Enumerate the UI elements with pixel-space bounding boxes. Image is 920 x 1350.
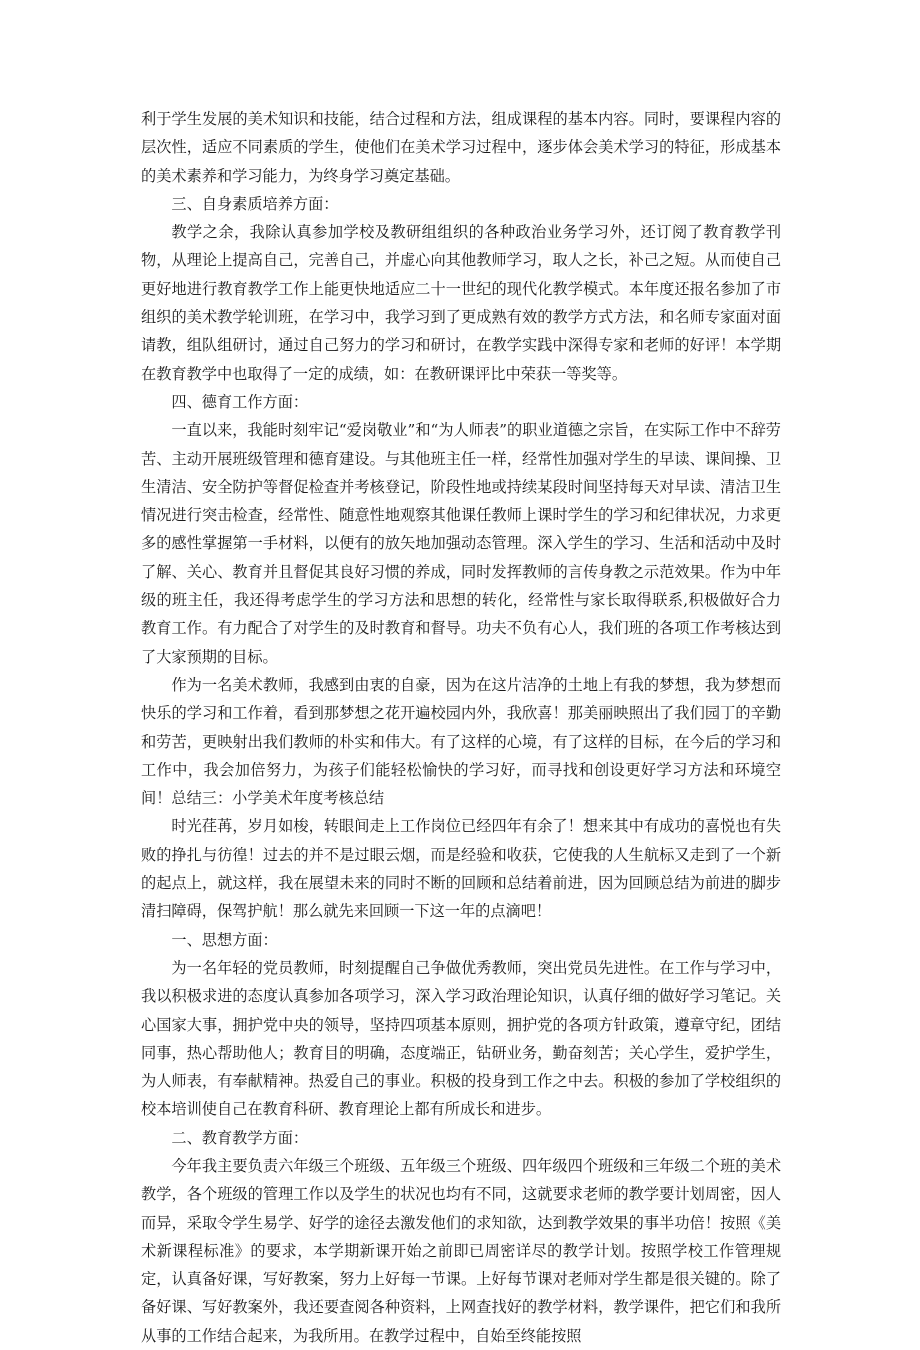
paragraph-moral-education: 一直以来，我能时刻牢记“爱岗敬业”和“为人师表”的职业道德之宗旨，在实际工作中不辞劳苦、主动开展班级管理和德育建设。与其他班主任一样，经常性加强对学生的早读、课间操、卫生清洁、安全防护等督促检查并考核登记，阶段性地或持续某段时间坚持每天对早读、清洁卫生情况进行突击检查，经常性、随意性地观察其他课任教师上课时学生的学习和纪律状况，力求更多的感性掌握第一手材料，以便有的放矢地加强动态管理。深入学生的学习、生活和活动中及时了解、关心、教育并且督促其良好习惯的养成，同时发挥教师的言传身教之示范效果。作为中年级的班主任，我还得考虑学生的学习方法和思想的转化，经常性与家长取得联系,积极做好合力教育工作。有力配合了对学生的及时教育和督导。功夫不负有心人，我们班的各项工作考核达到了大家预期的目标。 [141,421,781,666]
section-heading-teaching: 二、教育教学方面： [171,1128,309,1147]
paragraph-self-quality: 教学之余，我除认真参加学校及教研组组织的各种政治业务学习外，还订阅了教育教学刊物，从理论上提高自己，完善自己，并虚心向其他教师学习，取人之长，补己之短。从而使自己更好地进行教育教学工作上能更快地适应二十一世纪的现代化教学模式。本年度还报名参加了市组织的美术教学轮训班，在学习中，我学习到了更成熟有效的教学方式方法，和名师专家面对面请教，组队组研讨，通过自己努力的学习和研讨，在教学实践中深得专家和老师的好评！本学期在教育教学中也取得了一定的成绩，如：在教研课评比中荣获一等奖等。 [141,223,781,383]
paragraph-art-teacher: 作为一名美术教师，我感到由衷的自豪，因为在这片洁净的土地上有我的梦想，我为梦想而快乐的学习和工作着，看到那梦想之花开遍校园内外，我欣喜！那美丽映照出了我们园丁的辛勤和劳苦，更映射出我们教师的朴实和伟大。有了这样的心境，有了这样的目标，在今后的学习和工作中，我会加倍努力，为孩子们能轻松愉快的学习好，而寻找和创设更好学习方法和环境空间！总结三：小学美术年度考核总结 [141,675,781,808]
paragraph-review-intro: 时光荏苒，岁月如梭，转眼间走上工作岗位已经四年有余了！想来其中有成功的喜悦也有失败的挣扎与彷徨！过去的并不是过眼云烟，而是经验和收获，它使我的人生航标又走到了一个新的起点上，就这样，我在展望未来的同时不断的回顾和总结着前进，因为回顾总结为前进的脚步清扫障碍，保驾护航！那么就先来回顾一下这一年的点滴吧！ [141,817,781,921]
paragraph-ideology: 为一名年轻的党员教师，时刻提醒自己争做优秀教师，突出党员先进性。在工作与学习中，我以积极求进的态度认真参加各项学习，深入学习政治理论知识，认真仔细的做好学习笔记。关心国家大事，拥护党中央的领导，坚持四项基本原则，拥护党的各项方针政策，遵章守纪，团结同事，热心帮助他人；教育目的明确，态度端正，钻研业务，勤奋刻苦；关心学生，爱护学生，为人师表，有奉献精神。热爱自己的事业。积极的投身到工作之中去。积极的参加了学校组织的校本培训使自己在教育科研、教育理论上都有所成长和进步。 [141,958,781,1119]
paragraph-teaching: 今年我主要负责六年级三个班级、五年级三个班级、四年级四个班级和三年级二个班的美术教学，各个班级的管理工作以及学生的状况也均有不同，这就要求老师的教学要计划周密，因人而异，采取令学生易学、好学的途径去激发他们的求知欲，达到教学效果的事半功倍！按照《美术新课程标准》的要求，本学期新课开始之前即已周密详尽的教学计划。按照学校工作管理规定，认真备好课，写好教案，努力上好每一节课。上好每节课对老师对学生都是很关键的。除了备好课、写好教案外，我还要查阅各种资料，上网查找好的教学材料，教学课件，把它们和我所从事的工作结合起来，为我所用。在教学过程中，自始至终能按照 [141,1156,781,1345]
paragraph-continued: 利于学生发展的美术知识和技能，结合过程和方法，组成课程的基本内容。同时，要课程内容的层次性，适应不同素质的学生，使他们在美术学习过程中，逐步体会美术学习的特征，形成基本的美术素养和学习能力，为终身学习奠定基础。 [141,110,781,185]
section-heading-ideology: 一、思想方面： [171,930,278,949]
section-heading-moral-education: 四、德育工作方面： [171,392,309,411]
section-heading-self-quality: 三、自身素质培养方面： [171,194,339,213]
document-page [141,105,781,1350]
